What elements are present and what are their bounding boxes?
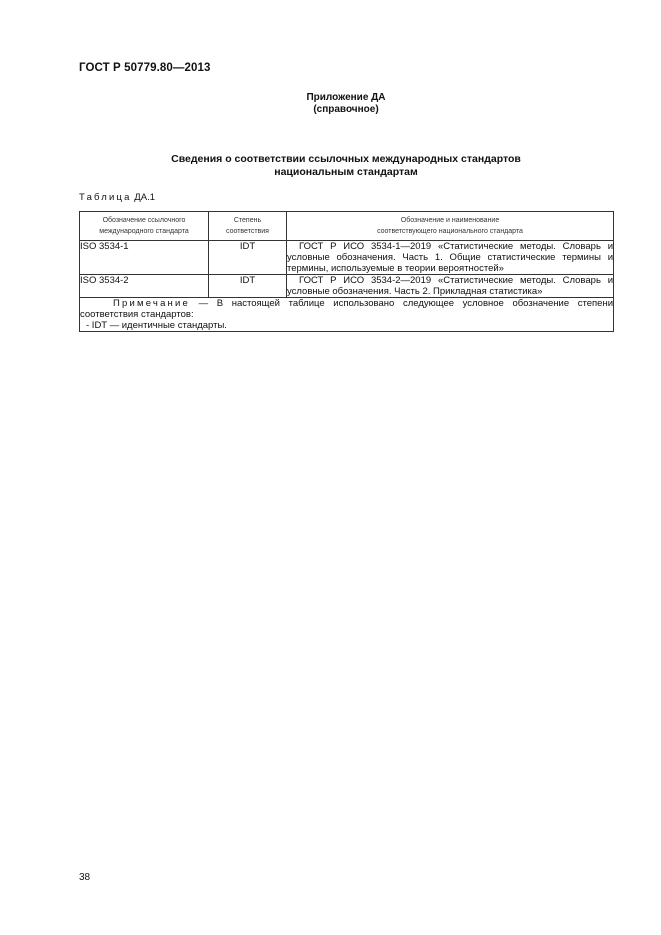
annex-heading [0, 92, 661, 116]
row-code: ISO 3534-2 [80, 275, 209, 298]
header-col1-line1: Обозначение ссылочного [102, 217, 186, 224]
note-item: - IDT — идентичные стандарты. [86, 320, 227, 331]
section-title-line1: Сведения о соответствии ссылочных международных стандартов [171, 153, 521, 165]
table-note [80, 298, 614, 332]
table-note-row [80, 298, 614, 332]
document-id-header: ГОСТ Р 50779.80—2013 [79, 62, 211, 74]
section-title [0, 153, 661, 179]
standards-correspondence-table [79, 211, 614, 332]
table-row [80, 275, 614, 298]
header-degree [209, 212, 287, 241]
annex-title: Приложение ДА [306, 92, 386, 103]
annex-subtitle: (справочное) [313, 104, 379, 115]
table-caption-id: ДА.1 [134, 192, 155, 203]
page-number: 38 [79, 872, 91, 883]
table-header-row [80, 212, 614, 241]
header-col1-line2: международного стандарта [99, 228, 189, 235]
row-description: ГОСТ Р ИСО 3534-1—2019 «Статистические методы. Словарь и условные обозначения. Часть 1. Общие статистические термины и термины, используемые в теории вероятностей» [287, 241, 613, 274]
note-label: Примечание [113, 298, 190, 309]
row-description: ГОСТ Р ИСО 3534-2—2019 «Статистические методы. Словарь и условные обозначения. Часть 2. Прикладная статистика» [287, 275, 613, 297]
row-degree: IDT [209, 241, 287, 275]
header-national-standard [287, 212, 614, 241]
header-col3-line1: Обозначение и наименование [400, 217, 500, 224]
note-text [80, 298, 613, 320]
row-degree: IDT [209, 275, 287, 298]
table-caption [79, 192, 155, 203]
header-col2-line1: Степень [233, 217, 262, 224]
table-row [80, 241, 614, 275]
table-caption-label: Таблица [79, 192, 132, 203]
header-col2-line2: соответствия [226, 228, 269, 235]
row-code: ISO 3534-1 [80, 241, 209, 275]
section-title-line2: национальным стандартам [274, 166, 418, 178]
header-col3-line2: соответствующего национального стандарта [377, 228, 523, 235]
header-reference-standard [80, 212, 209, 241]
note-body: — В настоящей таблице использовано следующее условное обозначение степени соответствия стандартов: [80, 298, 613, 320]
